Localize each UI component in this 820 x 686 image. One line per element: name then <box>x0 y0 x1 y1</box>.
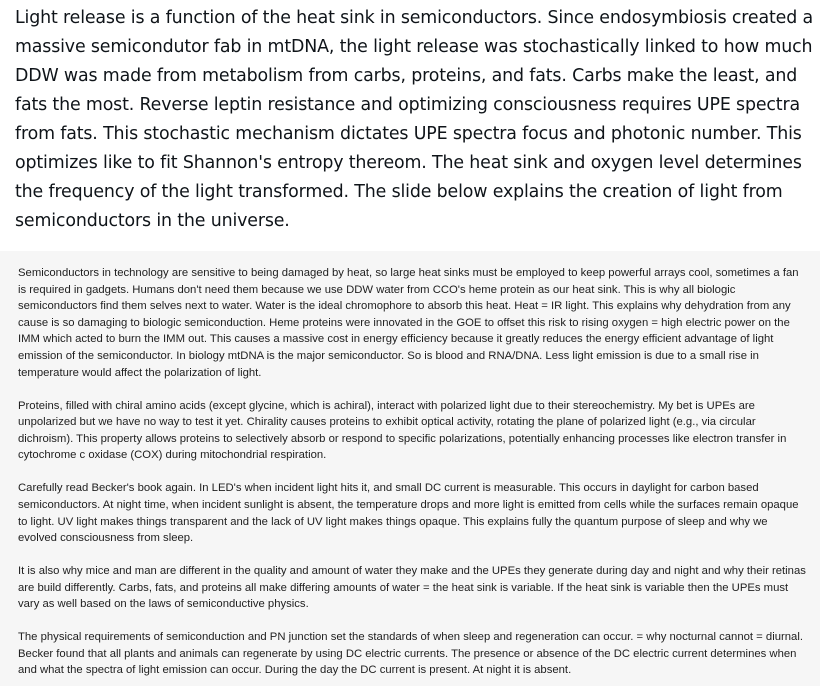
slide-paragraph-chirality: Proteins, filled with chiral amino acids (except glycine, which is achiral), interact with polarized light due to their stereochemistry. My bet is UPEs are unpolarized but we have no way to test it yet. Chirality causes proteins to exhibit optical activity, rotating the plane of polarized light (e.g., via circular dichroism). This property allows proteins to selectively absorb or respond to specific polarizations, potentially enhancing processes like electron transfer in cytochrome c oxidase (COX) during mitochondrial respiration. <box>18 399 787 462</box>
slide-text-block <box>18 265 808 679</box>
slide-paragraph-becker-led: Carefully read Becker's book again. In LED's when incident light hits it, and small DC current is measurable. This occurs in daylight for carbon based semiconductors. At night time, when incident sunlight is absent, the temperature drops and more light is emitted from cells while the surfaces remain opaque to light. UV light makes things transparent and the lack of UV light makes things opaque. This explains fully the quantum purpose of sleep and why we evolved consciousness from sleep. <box>18 482 799 545</box>
slide-image <box>0 251 820 686</box>
slide-paragraph-heat-sink: Semiconductors in technology are sensitive to being damaged by heat, so large heat sinks must be employed to keep powerful arrays cool, sometimes a fan is required in gadgets. Humans don't need them because we use DDW water from CCO's heme protein as our heat sink. This is why all biologic semiconductors find them selves next to water. Water is the ideal chromophore to absorb this heat. Heat = IR light. This explains why dehydration from any cause is so damaging to biologic semiconduction. Heme proteins were innovated in the GOE to offset this risk to rising oxygen = high electric power on the IMM which acted to burn the IMM out. This causes a massive cost in energy efficiency because it greatly reduces the energy efficient advantage of light emission of the semiconductor. In biology mtDNA is the major semiconductor. So is blood and RNA/DNA. Less light emission is due to a small rise in temperature would affect the polarization of light. <box>18 267 799 379</box>
post-text: Light release is a function of the heat sink in semiconductors. Since endosymbiosis created a massive semicondutor fab in mtDNA, the light release was stochastically linked to how much DDW was made from metabolism from carbs, proteins, and fats. Carbs make the least, and fats the most. Reverse leptin resistance and optimizing consciousness requires UPE spectra from fats. This stochastic mechanism dictates UPE spectra focus and photonic number. This optimizes like to fit Shannon's entropy thereom. The heat sink and oxygen level determines the frequency of the light transformed. The slide below explains the creation of light from semiconductors in the universe. <box>15 8 813 231</box>
slide-paragraph-water-upe: It is also why mice and man are different in the quality and amount of water they make and the UPEs they generate during day and night and why their retinas are build differently. Carbs, fats, and proteins all make differing amounts of water = the heat sink is variable. If the heat sink is variable then the UPEs must vary as well based on the laws of semiconductive physics. <box>18 565 806 611</box>
slide-paragraph-pn-junction: The physical requirements of semiconduction and PN junction set the standards of when sleep and regeneration can occur. = why nocturnal cannot = diurnal. Becker found that all plants and animals can regenerate by using DC electric currents. The presence or absence of the DC electric current determines when and what the spectra of light emission can occur. During the day the DC current is present. At night it is absent. <box>18 631 803 677</box>
